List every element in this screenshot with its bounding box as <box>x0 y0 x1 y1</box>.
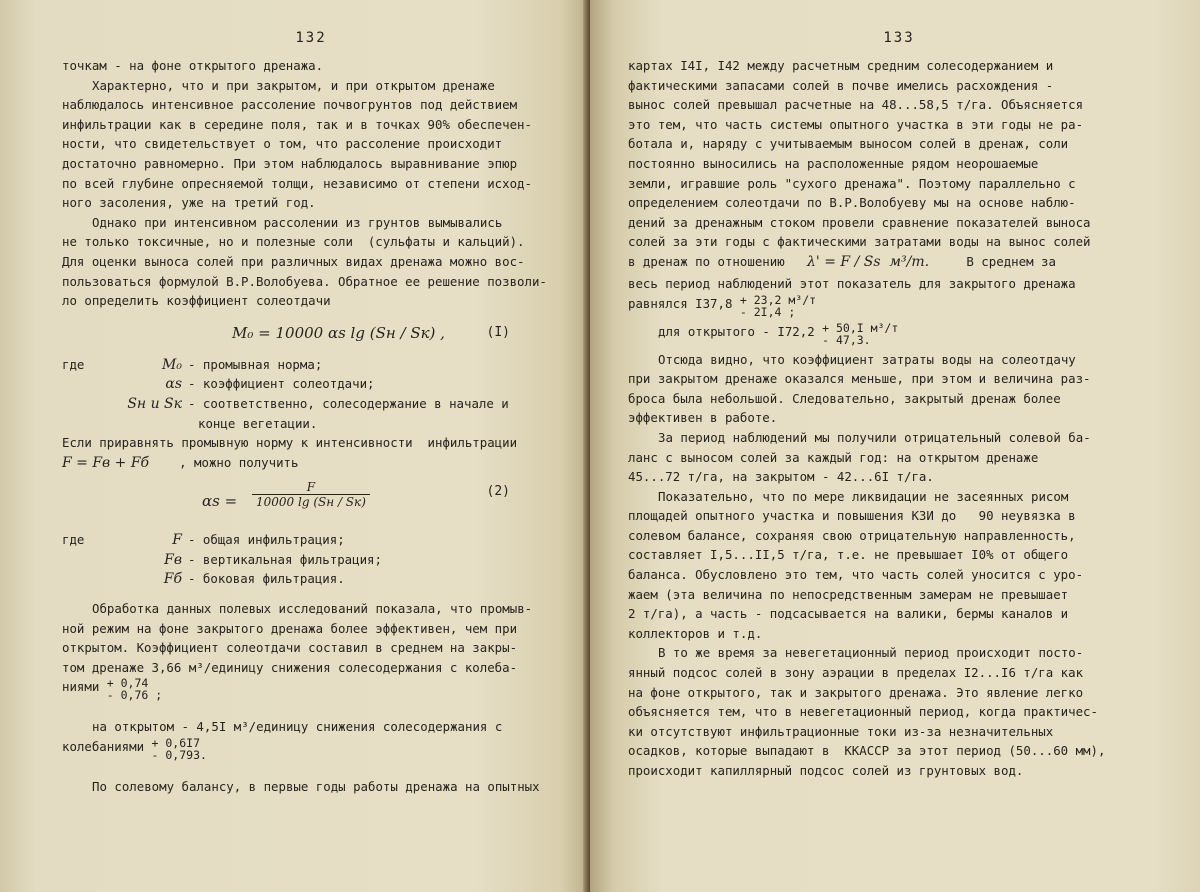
text-line: В то же время за невегетационный период происходит посто- <box>658 645 1084 661</box>
text-line: достаточно равномерно. При этом наблюдалось выравнивание эпюр <box>62 155 518 171</box>
range-minus: - 2I,4 ; <box>739 304 796 319</box>
range-plus: + 50,I м³/т <box>822 320 899 335</box>
formula-2-row <box>62 472 560 530</box>
text-line: по всей глубине опресняемой толщи, независимо от степени исход- <box>62 175 532 191</box>
range-minus: - 0,76 ; <box>106 688 163 703</box>
range-minus: - 0,793. <box>151 748 207 763</box>
text-line: осадков, которые выпадают в ККАССР за этот период (50...60 мм), <box>628 743 1106 759</box>
range-plus: + 0,6I7 <box>151 736 200 751</box>
text-line: фактическими запасами солей в почве имелись расхождения - <box>628 77 1054 93</box>
text-line: В среднем за <box>966 253 1056 269</box>
text-line: 45...72 т/га, на закрытом - 42...6I т/га. <box>628 469 934 485</box>
text-line: точкам - на фоне открытого дренажа. <box>62 58 324 73</box>
text-line: ного засоления, уже на третий год. <box>62 195 316 211</box>
text-line: земли, игравшие роль "сухого дренажа". Поэтому параллельно с <box>628 175 1076 191</box>
value-range <box>822 322 898 346</box>
text-line: Отсюда видно, что коэффициент затраты воды на солеотдачу <box>658 351 1076 367</box>
text-line: ло определить коэффициент солеотдачи <box>62 293 331 309</box>
text-line: картах I4I, I42 между расчетным средним солесодержанием и <box>628 58 1054 73</box>
formula-2-lhs: αs = <box>202 492 238 511</box>
text-line: баланса. Обусловлено это тем, что часть солей уносится с уро- <box>628 567 1084 583</box>
text-line: дений за дренажным стоком провели сравнение показателей выноса <box>628 214 1091 230</box>
formula-1: M₀ = 10000 αs lg (Sн / Sк) , <box>232 323 445 342</box>
text-line: не только токсичные, но и полезные соли (сульфаты и кальций). <box>62 234 525 250</box>
text-line: янный подсос солей в зону аэрации в пределах I2...I6 т/га как <box>628 665 1084 681</box>
formula-2-denominator: 10000 lg (Sн / Sк) <box>256 495 366 510</box>
text-line: , можно получить <box>179 454 299 470</box>
text-line: происходит капиллярный подсос солей из грунтовых вод. <box>628 763 1024 778</box>
text-line: равнялся I37,8 <box>628 295 733 311</box>
where-label: где <box>62 532 85 548</box>
text-line: жаем (эта величина по непосредственным замерам не превышает <box>628 586 1069 602</box>
text-line: на фоне открытого, так и закрытого дренажа. Это явление легко <box>628 684 1084 700</box>
definitions-1 <box>62 355 560 433</box>
text-line: Если приравнять промывную норму к интенсивности инфильтрации <box>62 435 518 451</box>
range-plus: + 0,74 <box>106 676 149 691</box>
text-line: коллекторов и т.д. <box>628 625 763 641</box>
text-line: По солевому балансу, в первые годы работы дренажа на опытных <box>92 779 540 795</box>
text-line: 2 т/га), а часть - подсасывается на валики, бермы каналов и <box>628 606 1069 622</box>
text-line: том дренаже 3,66 м³/единицу снижения солесодержания с колеба- <box>62 659 518 675</box>
text-line: постоянно выносились на расположенные рядом неорошаемые <box>628 155 1039 171</box>
formula-inline: λ' = F / Ss м³/т. <box>807 253 930 270</box>
text-line: в дренаж по отношению <box>628 253 785 269</box>
text-line: пользоваться формулой В.Р.Волобуева. Обратное ее решение позволи- <box>62 273 547 289</box>
text-line: Характерно, что и при закрытом, и при открытом дренаже <box>92 77 495 93</box>
text-line: весь период наблюдений этот показатель для закрытого дренажа <box>628 275 1076 291</box>
text-line: колебаниями <box>62 739 145 755</box>
formula-inline: F = Fв + Fб <box>62 454 150 471</box>
definition-term: F <box>172 532 182 549</box>
text-line: для открытого - I72,2 <box>658 323 815 339</box>
value-range <box>152 737 207 761</box>
text-line: это тем, что часть системы опытного участка в эти годы не ра- <box>628 116 1084 132</box>
value-range <box>740 294 816 318</box>
text-line: площадей опытного участка и повышения КЗИ до 90 неувязка в <box>628 508 1076 524</box>
text-line: на открытом - 4,5I м³/единицу снижения солесодержания с <box>92 719 503 735</box>
text-line: определением солеотдачи по В.Р.Волобуеву мы на основе наблю- <box>628 195 1076 211</box>
text-line: объясняется тем, что в невегетационный период, когда практичес- <box>628 704 1098 720</box>
text-line: при закрытом дренаже оказался меньше, при этом и величина раз- <box>628 371 1091 387</box>
text-line: Обработка данных полевых исследований показала, что промыв- <box>92 601 533 617</box>
text-line: солей за эти годы с фактическими затратами воды на вынос солей <box>628 234 1091 250</box>
text-line: Показательно, что по мере ликвидации не засеянных рисом <box>658 488 1069 504</box>
page-number: 132 <box>295 30 327 46</box>
text-line: эффективен в работе. <box>628 410 778 426</box>
page-number: 133 <box>883 30 915 46</box>
text-line: открытом. Коэффициент солеотдачи составил в среднем на закры- <box>62 640 518 656</box>
text-line: За период наблюдений мы получили отрицательный солевой ба- <box>658 429 1091 445</box>
text-line: солевом балансе, сохраняя свою отрицательную направленность, <box>628 527 1076 543</box>
text-line: наблюдалось интенсивное рассоление почвогрунтов под действием <box>62 97 518 113</box>
definition-term: Fв <box>164 551 182 568</box>
text-line: ки отсутствуют инфильтрационные токи из-за незначительных <box>628 723 1054 739</box>
formula-1-row <box>62 311 560 355</box>
value-range <box>107 677 162 701</box>
definition-term: M₀ <box>162 356 182 373</box>
definition-term: Fб <box>163 571 182 588</box>
formula-2-number: (2) <box>486 484 510 500</box>
text-line: ности, что свидетельствует о том, что рассоление происходит <box>62 136 503 152</box>
text-line: ланс с выносом солей за каждый год: на открытом дренаже <box>628 449 1039 465</box>
definition-text: конце вегетации. <box>198 415 318 431</box>
text-line: ботала и, наряду с учитываемым выносом солей в дренаж, соли <box>628 136 1069 152</box>
formula-2-fraction <box>252 480 370 509</box>
text-line: составляет I,5...II,5 т/га, т.е. не превышает I0% от общего <box>628 547 1069 563</box>
range-plus: + 23,2 м³/т <box>739 292 817 307</box>
text-line: инфильтрации как в середине поля, так и в точках 90% обеспечен- <box>62 116 532 132</box>
definition-text: - общая инфильтрация; <box>188 532 345 548</box>
text-line: Для оценки выноса солей при различных видах дренажа можно вос- <box>62 253 525 269</box>
definition-term: Sн и Sк <box>127 395 182 412</box>
definition-term: αs <box>165 376 182 393</box>
formula-2-numerator: F <box>252 480 370 495</box>
definition-text: - вертикальная фильтрация; <box>188 551 382 567</box>
definition-text: - соответственно, солесодержание в начале и <box>188 395 509 411</box>
definition-text: - боковая фильтрация. <box>188 571 345 587</box>
text-line: ной режим на фоне закрытого дренажа более эффективен, чем при <box>62 620 518 636</box>
definitions-2 <box>62 530 560 589</box>
text-line: броса была небольшой. Следовательно, закрытый дренаж более <box>628 390 1061 406</box>
text-line: ниями <box>62 679 100 695</box>
formula-1-number: (I) <box>486 324 510 340</box>
range-minus: - 47,3. <box>822 332 871 347</box>
right-page <box>590 0 1200 892</box>
left-page <box>0 0 590 892</box>
text-line: вынос солей превышал расчетные на 48...58,5 т/га. Объясняется <box>628 97 1084 113</box>
definition-text: - промывная норма; <box>188 356 323 372</box>
text-line: Однако при интенсивном рассолении из грунтов вымывались <box>92 214 503 230</box>
where-label: где <box>62 356 85 372</box>
definition-text: - коэффициент солеотдачи; <box>188 376 375 392</box>
